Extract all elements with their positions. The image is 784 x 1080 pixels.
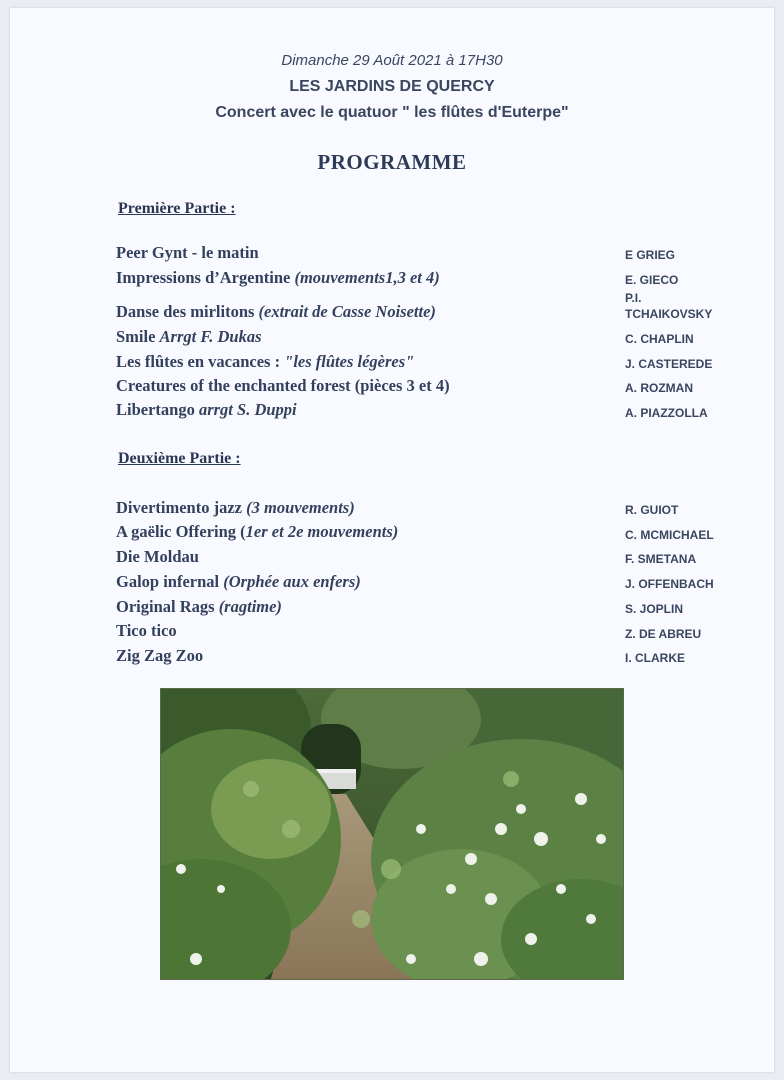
composer-line: Z. DE ABREU <box>625 627 702 641</box>
composer-name <box>625 502 678 518</box>
piece-note: (mouvements1,3 et 4) <box>294 268 440 287</box>
piece-title: Danse des mirlitons <box>116 302 259 321</box>
piece-title: Libertango <box>116 400 199 419</box>
composer-line: E GRIEG <box>625 248 676 262</box>
composer-name <box>625 380 693 396</box>
piece-note: (Orphée aux enfers) <box>223 572 361 591</box>
composer-name <box>625 551 696 567</box>
programme-piece <box>116 646 203 666</box>
composer-name <box>625 272 678 288</box>
piece-title: Zig Zag Zoo <box>116 646 204 665</box>
piece-title: Tico tico <box>116 621 177 640</box>
composer-name <box>625 650 685 666</box>
piece-note: (ragtime) <box>218 597 282 616</box>
part1-heading: Première Partie : <box>118 200 236 217</box>
composer-line: S. JOPLIN <box>625 602 684 616</box>
programme-title: PROGRAMME <box>317 150 467 174</box>
composer-name <box>625 356 712 372</box>
piece-note: "les flûtes légères" <box>284 352 415 371</box>
piece-title: Original Rags <box>116 597 219 616</box>
concert-subtitle: Concert avec le quatuor " les flûtes d'Euterpe" <box>215 104 569 121</box>
composer-line: I. CLARKE <box>625 651 685 665</box>
composer-name <box>625 331 694 347</box>
piece-title: Creatures of the enchanted forest (pièces 3 et 4) <box>116 376 450 395</box>
part2-heading: Deuxième Partie : <box>118 450 241 467</box>
composer-line: E. GIECO <box>625 273 679 287</box>
programme-piece <box>116 243 259 263</box>
programme-piece <box>116 400 297 420</box>
piece-title: Les flûtes en vacances : <box>116 352 285 371</box>
programme-piece <box>116 572 361 592</box>
programme-piece <box>116 498 355 518</box>
composer-name <box>625 247 675 263</box>
composer-name <box>625 601 683 617</box>
composer-line: R. GUIOT <box>625 503 679 517</box>
piece-title: Peer Gynt - le matin <box>116 243 259 262</box>
piece-note: Arrgt F. Dukas <box>159 327 262 346</box>
programme-piece <box>116 376 450 396</box>
programme-piece <box>116 302 436 322</box>
composer-name <box>625 626 701 642</box>
composer-line: C. MCMICHAEL <box>625 528 714 542</box>
piece-note: arrgt S. Duppi <box>198 400 297 419</box>
composer-name <box>625 576 714 592</box>
piece-title: Smile <box>116 327 160 346</box>
programme-piece <box>116 547 199 567</box>
programme-piece <box>116 327 262 347</box>
piece-note: (extrait de Casse Noisette) <box>258 302 436 321</box>
piece-note: 1er et 2e mouvements) <box>245 522 399 541</box>
piece-title: Impressions d’Argentine <box>116 268 295 287</box>
composer-line: C. CHAPLIN <box>625 332 694 346</box>
piece-title: Die Moldau <box>116 547 199 566</box>
programme-piece <box>116 352 414 372</box>
piece-title: A gaëlic Offering ( <box>116 522 246 541</box>
programme-piece <box>116 522 398 542</box>
composer-line: A. PIAZZOLLA <box>625 406 708 420</box>
programme-piece <box>116 621 177 641</box>
composer-line: A. ROZMAN <box>625 381 693 395</box>
composer-name <box>625 290 712 322</box>
composer-line: TCHAIKOVSKY <box>625 307 713 321</box>
piece-note: (3 mouvements) <box>246 498 355 517</box>
composer-line: F. SMETANA <box>625 552 697 566</box>
garden-photo-graphic <box>161 689 623 979</box>
composer-line: J. OFFENBACH <box>625 577 714 591</box>
composer-line: P.I. <box>625 291 642 305</box>
venue-title: LES JARDINS DE QUERCY <box>289 78 495 95</box>
concert-date: Dimanche 29 Août 2021 à 17H30 <box>281 52 503 69</box>
programme-piece <box>116 597 282 617</box>
composer-name <box>625 405 708 421</box>
programme-piece <box>116 268 440 288</box>
garden-photo <box>160 688 624 980</box>
piece-title: Divertimento jazz <box>116 498 247 517</box>
piece-title: Galop infernal <box>116 572 224 591</box>
composer-name <box>625 527 714 543</box>
composer-line: J. CASTEREDE <box>625 357 713 371</box>
